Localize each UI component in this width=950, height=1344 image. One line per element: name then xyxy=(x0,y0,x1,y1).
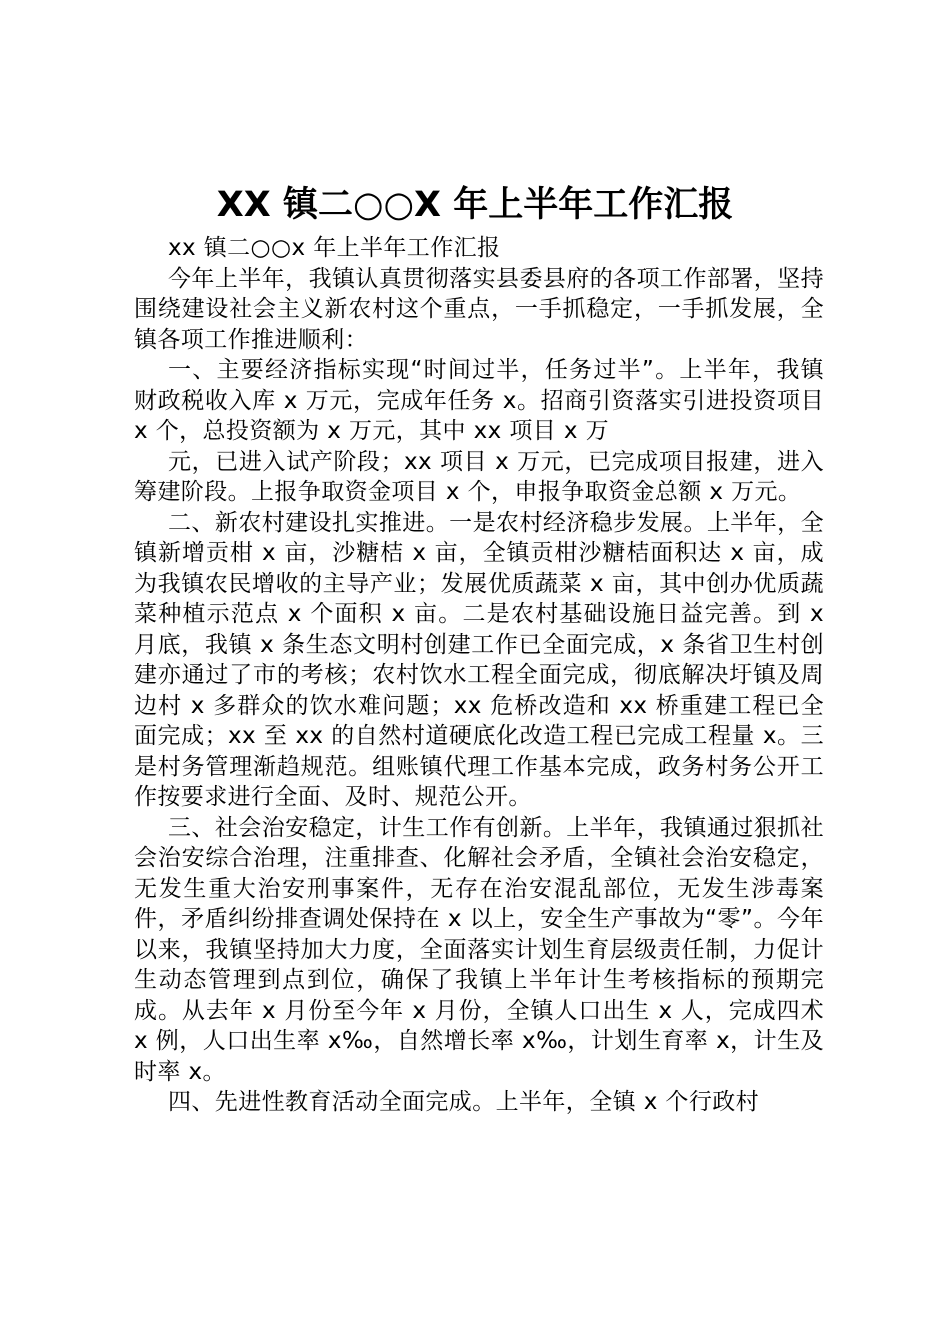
paragraph-section-2: 二、新农村建设扎实推进。一是农村经济稳步发展。上半年，全镇新增贡柑 x 亩，沙糖桔 x 亩，全镇贡柑沙糖桔面积达 x 亩，成为我镇农民增收的主导产业；发展优质蔬菜 x 亩，其中创办优质蔬菜种植示范点 x 个面积 x 亩。二是农村基础设施日益完善。到 x 月底，我镇 x 条生态文明村创建工作已全面完成，x 条省卫生村创建亦通过了市的考核；农村饮水工程全面完成，彻底解决圩镇及周边村 x 多群众的饮水难问题；xx 危桥改造和 xx 桥重建工程已全面完成；xx 至 xx 的自然村道硬底化改造工程已完成工程量 x。三是村务管理渐趋规范。组账镇代理工作基本完成，政务村务公开工作按要求进行全面、及时、规范公开。 xyxy=(134,509,824,810)
paragraph-section-3: 三、社会治安稳定，计生工作有创新。上半年，我镇通过狠抓社会治安综合治理，注重排查、化解社会矛盾，全镇社会治安稳定，无发生重大治安刑事案件，无存在治安混乱部位，无发生涉毒案件，矛盾纠纷排查调处保持在 x 以上，安全生产事故为“零”。今年以来，我镇坚持加大力度，全面落实计划生育层级责任制，力促计生动态管理到点到位，确保了我镇上半年计生考核指标的预期完成。从去年 x 月份至今年 x 月份，全镇人口出生 x 人，完成四术 x 例，人口出生率 x‰，自然增长率 x‰，计划生育率 x，计生及时率 x。 xyxy=(134,814,824,1085)
paragraph-section-1: 一、主要经济指标实现“时间过半，任务过半”。上半年，我镇财政税收入库 x 万元，完成年任务 x。招商引资落实引进投资项目 x 个，总投资额为 x 万元，其中 xx 项目 x 万 xyxy=(134,357,824,444)
document-body xyxy=(134,233,824,1118)
paragraph-intro: 今年上半年，我镇认真贯彻落实县委县府的各项工作部署，坚持围绕建设社会主义新农村这个重点，一手抓稳定，一手抓发展，全镇各项工作推进顺利： xyxy=(134,265,824,353)
paragraph-subtitle: xx 镇二○○x 年上半年工作汇报 xyxy=(168,235,501,261)
document-title: XX 镇二○○X 年上半年工作汇报 xyxy=(216,185,734,225)
paragraph-section-1-continued: 元，已进入试产阶段；xx 项目 x 万元，已完成项目报建，进入筹建阶段。上报争取资金项目 x 个，申报争取资金总额 x 万元。 xyxy=(134,448,824,505)
paragraph-section-4: 四、先进性教育活动全面完成。上半年，全镇 x 个行政村 xyxy=(168,1089,760,1115)
